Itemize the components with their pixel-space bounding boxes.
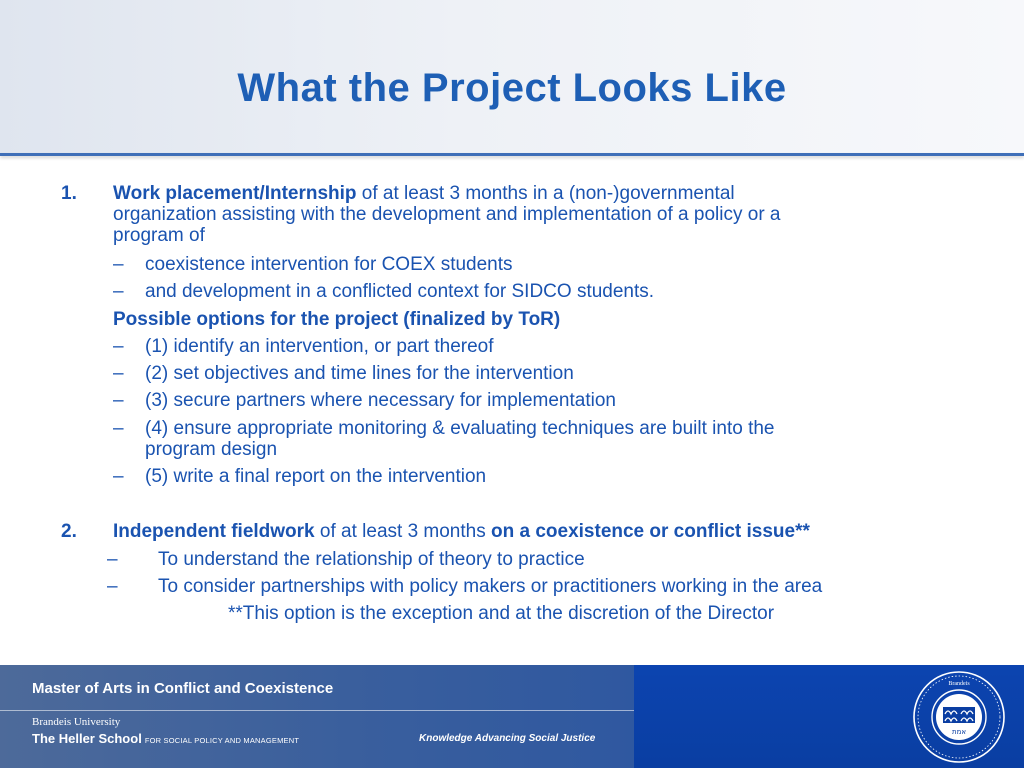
title-divider — [0, 153, 1024, 156]
dash-bullet: – — [113, 363, 124, 384]
item1-paragraph — [113, 183, 973, 246]
dash-bullet: – — [113, 466, 124, 487]
item1-lead-rest: of at least 3 months in a (non-)governmental — [356, 183, 735, 204]
item1-line2: organization assisting with the development and implementation of a policy or a — [113, 204, 781, 225]
footer-divider — [0, 710, 634, 711]
dash-bullet: – — [107, 549, 118, 570]
options-heading: Possible options for the project (finalized by ToR) — [113, 309, 561, 330]
footnote: **This option is the exception and at the discretion of the Director — [228, 603, 775, 624]
item2-emphasis: on a coexistence or conflict issue** — [491, 521, 810, 542]
item1-line3: program of — [113, 225, 205, 246]
dash-bullet: – — [113, 390, 124, 411]
dash-bullet: – — [113, 336, 124, 357]
motto: Knowledge Advancing Social Justice — [419, 733, 596, 744]
option-text: program design — [145, 439, 278, 460]
sub-text: and development in a conflicted context for SIDCO students. — [145, 281, 655, 302]
footer-left-panel — [0, 665, 634, 768]
university-seal-icon — [912, 670, 1006, 764]
dash-bullet: – — [107, 576, 118, 597]
school-name — [32, 731, 299, 746]
list-number-1: 1. — [61, 183, 77, 204]
dash-bullet: – — [113, 418, 124, 439]
option-text: (4) ensure appropriate monitoring & evaluating techniques are built into the — [145, 418, 775, 439]
dash-bullet: – — [113, 254, 124, 275]
program-name: Master of Arts in Conflict and Coexistence — [32, 680, 334, 697]
option-text: (1) identify an intervention, or part thereof — [145, 336, 494, 357]
item2-paragraph — [113, 521, 973, 542]
sub-text: To consider partnerships with policy makers or practitioners working in the area — [158, 576, 823, 597]
sub-text: To understand the relationship of theory to practice — [158, 549, 585, 570]
option-text: (5) write a final report on the intervention — [145, 466, 487, 487]
school-subtitle: FOR SOCIAL POLICY AND MANAGEMENT — [144, 736, 300, 745]
school-title: The Heller School — [32, 731, 142, 746]
item1-lead: Work placement/Internship — [113, 183, 357, 204]
option-text: (3) secure partners where necessary for implementation — [145, 390, 616, 411]
option-text: (2) set objectives and time lines for the intervention — [145, 363, 574, 384]
item2-lead: Independent fieldwork — [113, 521, 315, 542]
seal-motto: אמת — [951, 728, 967, 736]
item2-middle: of at least 3 months — [314, 521, 491, 542]
seal-label: Brandeis — [948, 681, 970, 687]
item1-line1 — [113, 183, 973, 204]
slide-title: What the Project Looks Like — [237, 66, 787, 110]
dash-bullet: – — [113, 281, 124, 302]
university-name: Brandeis University — [32, 716, 121, 728]
sub-text: coexistence intervention for COEX students — [145, 254, 513, 275]
footer-bar — [0, 665, 1024, 768]
list-number-2: 2. — [61, 521, 77, 542]
